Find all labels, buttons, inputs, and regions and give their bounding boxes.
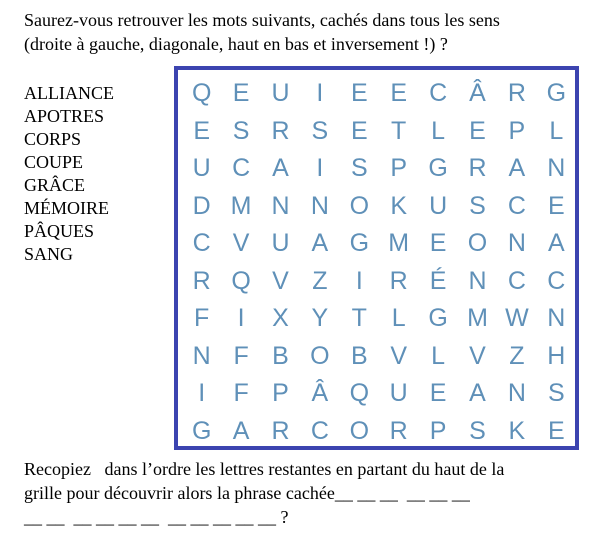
grid-cell: R: [192, 266, 211, 295]
grid-cell: E: [232, 79, 250, 108]
grid-cell: N: [271, 191, 290, 220]
grid-cell: R: [468, 154, 487, 183]
grid-cell: A: [311, 229, 329, 258]
grid-cell: E: [390, 79, 408, 108]
word-list-item: ALLIANCE: [24, 83, 114, 103]
word-list-item: SANG: [24, 244, 74, 264]
grid-cell: S: [469, 416, 486, 445]
grid-cell: G: [191, 416, 212, 445]
grid-cell: Z: [509, 341, 525, 370]
grid-cell: O: [467, 229, 488, 258]
grid-cell: A: [547, 229, 565, 258]
word-list-item: PÂQUES: [24, 221, 95, 241]
grid-cell: P: [508, 116, 526, 145]
grid-cell: Â: [469, 79, 486, 108]
grid-cell: U: [192, 154, 211, 183]
grid-cell: M: [388, 229, 410, 258]
grid-cell: Q: [349, 379, 370, 408]
grid-cell: É: [429, 266, 447, 295]
grid-cell: N: [310, 191, 329, 220]
grid-cell: V: [390, 341, 408, 370]
word-list: [24, 82, 114, 266]
grid-cell: H: [547, 341, 566, 370]
grid-cell: V: [232, 229, 250, 258]
grid-cell: Q: [191, 79, 212, 108]
grid-cell: T: [391, 116, 407, 145]
grid-cell: L: [549, 116, 564, 145]
grid-cell: U: [389, 379, 408, 408]
grid-cell: X: [272, 304, 289, 333]
grid-cell: K: [390, 191, 408, 220]
grid-cell: V: [272, 266, 289, 295]
grid-cell: Z: [312, 266, 328, 295]
grid-cell: A: [469, 379, 486, 408]
grid-cell: L: [391, 304, 406, 333]
footer-instructions: [24, 457, 604, 529]
grid-cell: F: [194, 304, 210, 333]
grid-cell: S: [350, 154, 368, 183]
grid-cell: R: [389, 416, 408, 445]
word-search-grid: [182, 75, 576, 450]
grid-cell: M: [230, 191, 252, 220]
grid-cell: O: [349, 191, 370, 220]
grid-cell: B: [350, 341, 368, 370]
grid-cell: C: [547, 266, 566, 295]
grid-cell: O: [310, 341, 330, 370]
instructions-line-2: (droite à gauche, diagonale, haut en bas et inversement !) ?: [24, 34, 448, 54]
grid-cell: E: [547, 416, 565, 445]
grid-cell: S: [547, 379, 565, 408]
grid-cell: E: [547, 191, 565, 220]
grid-cell: N: [468, 266, 487, 295]
grid-cell: I: [198, 379, 206, 408]
grid-cell: T: [351, 304, 367, 333]
grid-cell: E: [350, 79, 368, 108]
grid-cell: V: [469, 341, 486, 370]
grid-cell: Q: [231, 266, 251, 295]
grid-cell: C: [310, 416, 329, 445]
grid-cell: I: [316, 79, 324, 108]
grid-cell: N: [507, 229, 526, 258]
grid-cell: A: [272, 154, 289, 183]
grid-cell: R: [389, 266, 408, 295]
grid-cell: G: [428, 154, 448, 183]
grid-cell: C: [192, 229, 211, 258]
grid-cell: D: [192, 191, 211, 220]
grid-cell: S: [232, 116, 250, 145]
grid-cell: O: [349, 416, 370, 445]
instructions-line-1: Saurez-vous retrouver les mots suivants, cachés dans tous les sens: [24, 10, 500, 30]
grid-cell: C: [232, 154, 251, 183]
word-list-item: GRÂCE: [24, 175, 86, 195]
grid-cell: K: [508, 416, 526, 445]
grid-cell: B: [272, 341, 289, 370]
grid-cell: E: [429, 379, 447, 408]
grid-cell: I: [237, 304, 245, 333]
grid-cell: P: [429, 416, 447, 445]
grid-cell: S: [469, 191, 486, 220]
word-list-item: APOTRES: [24, 106, 105, 126]
grid-cell: I: [316, 154, 324, 183]
grid-cell: G: [546, 79, 567, 108]
grid-cell: F: [233, 341, 249, 370]
grid-cell: E: [469, 116, 486, 145]
grid-cell: R: [271, 416, 290, 445]
grid-cell: U: [271, 79, 290, 108]
footer-line-2: grille pour découvrir alors la phrase cachée__ __ __ __ __ __: [24, 483, 470, 503]
grid-cell: I: [355, 266, 363, 295]
grid-cell: A: [232, 416, 250, 445]
grid-cell: C: [429, 79, 448, 108]
grid-cell: L: [431, 116, 446, 145]
footer-line-1: Recopiez dans l’ordre les lettres restantes en partant du haut de la: [24, 459, 505, 479]
instructions: [24, 8, 604, 56]
grid-cell: E: [193, 116, 211, 145]
grid-cell: L: [431, 341, 446, 370]
grid-cell: R: [507, 79, 526, 108]
grid-cell: M: [467, 304, 488, 333]
grid-cell: N: [547, 304, 566, 333]
word-list-item: MÉMOIRE: [24, 198, 109, 218]
grid-cell: N: [547, 154, 566, 183]
footer-line-3: __ __ __ __ __ __ __ __ __ __ __ ?: [24, 507, 289, 527]
grid-cell: G: [349, 229, 370, 258]
grid-cell: R: [271, 116, 290, 145]
grid-cell: C: [507, 191, 526, 220]
grid-cell: E: [350, 116, 368, 145]
grid-cell: A: [508, 154, 526, 183]
grid-cell: W: [505, 304, 529, 333]
grid-cell: P: [390, 154, 408, 183]
word-list-item: CORPS: [24, 129, 82, 149]
grid-cell: G: [428, 304, 448, 333]
grid-cell: C: [507, 266, 526, 295]
grid-cell: S: [311, 116, 329, 145]
word-search-grid-frame: [174, 66, 579, 450]
grid-cell: U: [271, 229, 290, 258]
grid-cell: P: [272, 379, 289, 408]
grid-cell: U: [429, 191, 448, 220]
grid-cell: E: [429, 229, 447, 258]
grid-cell: N: [192, 341, 211, 370]
grid-cell: Â: [311, 379, 329, 408]
grid-cell: Y: [311, 304, 329, 333]
grid-cell: F: [233, 379, 249, 408]
grid-cell: N: [507, 379, 526, 408]
word-list-item: COUPE: [24, 152, 84, 172]
